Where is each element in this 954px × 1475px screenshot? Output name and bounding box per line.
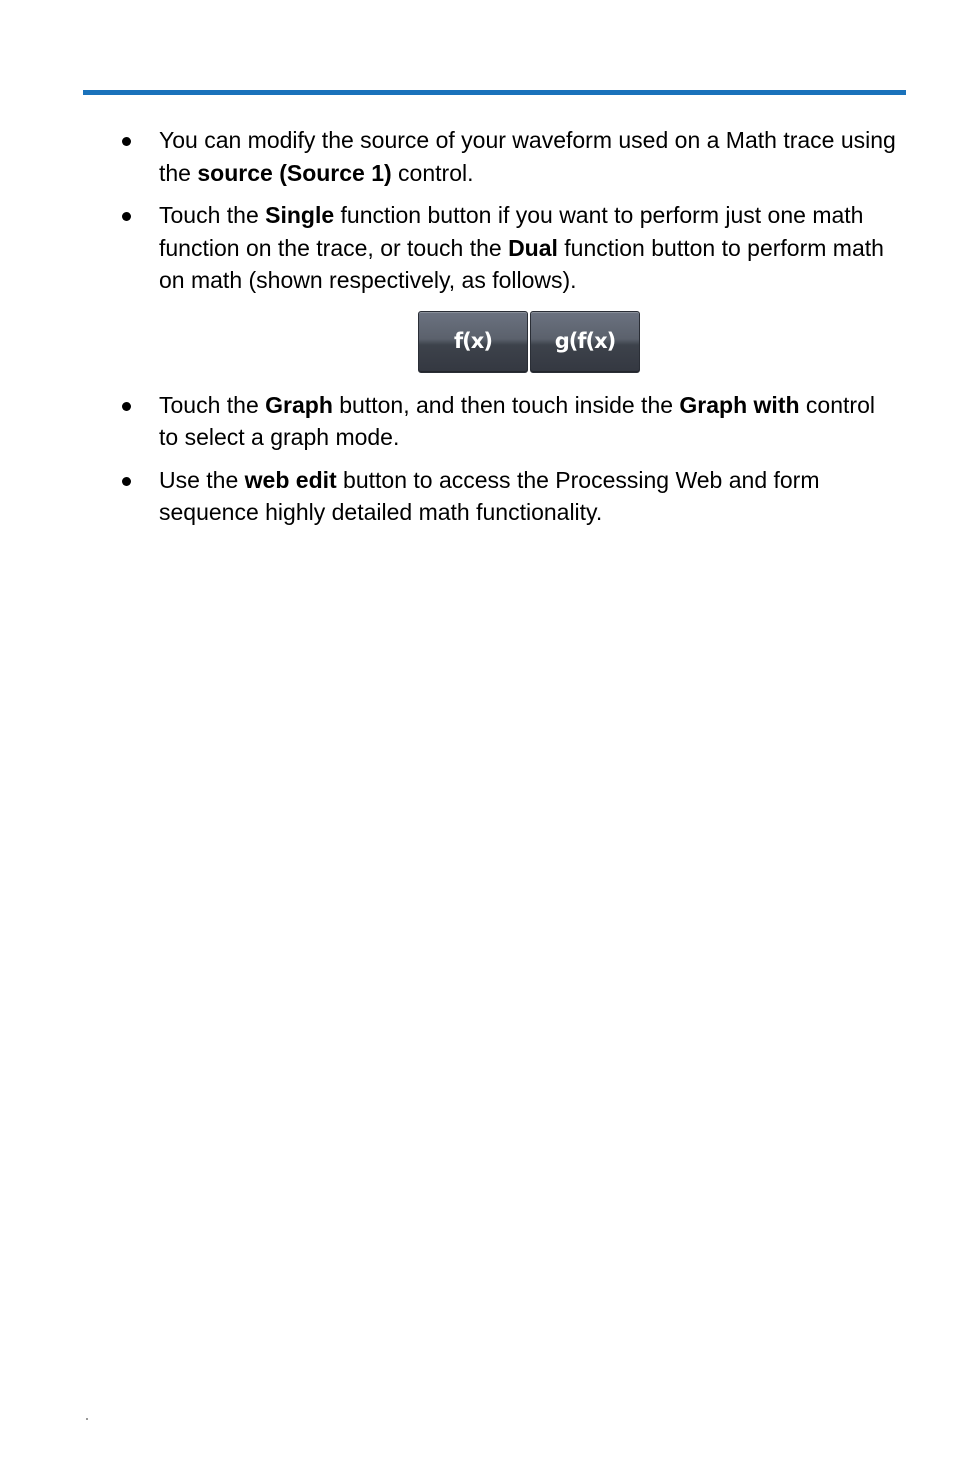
bullet-source xyxy=(120,124,900,189)
bullet-web-edit xyxy=(120,464,900,529)
bullet-text: function button to perform math on math (shown respectively, as follows). xyxy=(159,234,884,293)
bullet-text: Touch the xyxy=(159,202,266,228)
bullet-text: button to access the Processing Web and form sequence highly detailed math functionality. xyxy=(159,466,820,525)
footer-mark xyxy=(86,1418,88,1420)
single-function-button[interactable]: f(x) xyxy=(418,311,528,373)
bullet-bold-term: Graph xyxy=(265,391,333,418)
bullet-list xyxy=(120,124,900,539)
dual-function-button[interactable]: g(f(x) xyxy=(530,311,640,373)
bullet-text: control to select a graph mode. xyxy=(159,391,875,450)
bullet-dot-icon xyxy=(122,477,131,486)
header-rule xyxy=(83,90,906,95)
bullet-dot-icon xyxy=(122,137,131,146)
bullet-text: control. xyxy=(391,159,474,186)
bullet-bold-term: Dual xyxy=(508,234,558,261)
bullet-single-dual xyxy=(120,199,900,375)
bullet-text: Touch the xyxy=(159,391,266,418)
bullet-bold-term: source (Source 1) xyxy=(197,159,392,186)
bullet-text: Use the xyxy=(159,466,245,493)
bullet-graph xyxy=(120,389,900,454)
bullet-text: You can modify the source of your waveform used on a Math trace using the xyxy=(159,127,896,186)
bullet-bold-term: Graph with xyxy=(679,391,800,418)
function-button-image xyxy=(418,311,900,375)
bullet-bold-term: Single xyxy=(265,202,335,228)
bullet-bold-term: web edit xyxy=(244,466,337,493)
bullet-dot-icon xyxy=(122,402,131,411)
bullet-dot-icon xyxy=(122,212,131,221)
bullet-text: function button if you want to perform just one math function on the trace, or touch the xyxy=(159,202,864,261)
bullet-text: button, and then touch inside the xyxy=(332,391,680,418)
